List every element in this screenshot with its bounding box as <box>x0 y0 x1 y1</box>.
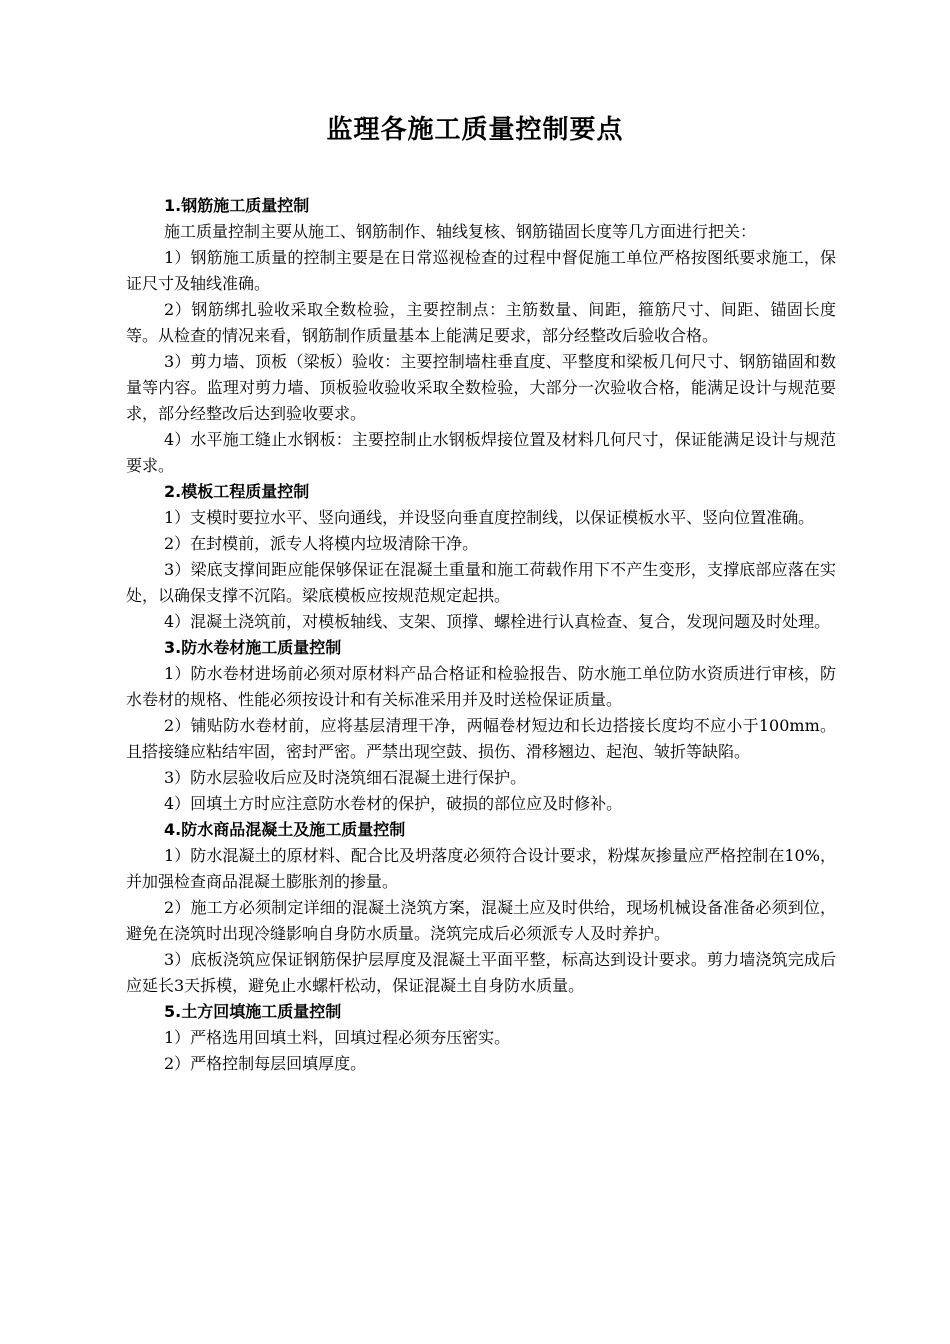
paragraph: 1）防水卷材进场前必须对原材料产品合格证和检验报告、防水施工单位防水资质进行审核，防水卷材的规格、性能必须按设计和有关标准采用并及时送检保证质量。 <box>126 664 836 709</box>
paragraph: 4）回填土方时应注意防水卷材的保护，破损的部位应及时修补。 <box>164 794 623 813</box>
paragraph: 3）剪力墙、顶板（梁板）验收：主要控制墙柱垂直度、平整度和梁板几何尺寸、钢筋锚固和数量等内容。监理对剪力墙、顶板验收验收采取全数检验，大部分一次验收合格，能满足设计与规范要求，部分经整改后达到验收要求。 <box>126 352 836 423</box>
section-heading: 1.钢筋施工质量控制 <box>164 196 310 215</box>
section-formwork <box>126 479 836 635</box>
paragraph: 4）混凝土浇筑前，对模板轴线、支架、顶撑、螺栓进行认真检查、复合，发现问题及时处理。 <box>164 612 831 631</box>
paragraph: 2）严格控制每层回填厚度。 <box>164 1054 367 1073</box>
section-rebar <box>126 193 836 479</box>
paragraph: 1）防水混凝土的原材料、配合比及坍落度必须符合设计要求，粉煤灰掺量应严格控制在10%，并加强检查商品混凝土膨胀剂的掺量。 <box>126 846 836 891</box>
paragraph: 2）在封模前，派专人将模内垃圾清除干净。 <box>164 534 479 553</box>
paragraph: 1）严格选用回填土料，回填过程必须夯压密实。 <box>164 1028 511 1047</box>
document-title: 监理各施工质量控制要点 <box>326 115 624 145</box>
paragraph: 2）施工方必须制定详细的混凝土浇筑方案，混凝土应及时供给，现场机械设备准备必须到位，避免在浇筑时出现冷缝影响自身防水质量。浇筑完成后必须派专人及时养护。 <box>126 898 836 943</box>
paragraph: 3）防水层验收后应及时浇筑细石混凝土进行保护。 <box>164 768 527 787</box>
section-waterproof-membrane <box>126 635 836 817</box>
paragraph: 1）支模时要拉水平、竖向通线，并设竖向垂直度控制线，以保证模板水平、竖向位置准确。 <box>164 508 815 527</box>
paragraph: 1）钢筋施工质量的控制主要是在日常巡视检查的过程中督促施工单位严格按图纸要求施工，保证尺寸及轴线准确。 <box>126 248 836 293</box>
paragraph: 2）铺贴防水卷材前，应将基层清理干净，两幅卷材短边和长边搭接长度均不应小于100mm。且搭接缝应粘结牢固，密封严密。严禁出现空鼓、损伤、滑移翘边、起泡、皱折等缺陷。 <box>126 716 836 761</box>
section-heading: 2.模板工程质量控制 <box>164 482 310 501</box>
section-waterproof-concrete <box>126 817 836 999</box>
section-heading: 4.防水商品混凝土及施工质量控制 <box>164 820 406 839</box>
paragraph: 施工质量控制主要从施工、钢筋制作、轴线复核、钢筋锚固长度等几方面进行把关： <box>164 222 757 241</box>
section-backfill <box>126 999 836 1077</box>
section-heading: 3.防水卷材施工质量控制 <box>164 638 342 657</box>
paragraph: 4）水平施工缝止水钢板：主要控制止水钢板焊接位置及材料几何尺寸，保证能满足设计与规范要求。 <box>126 430 836 475</box>
paragraph: 3）底板浇筑应保证钢筋保护层厚度及混凝土平面平整，标高达到设计要求。剪力墙浇筑完成后应延长3天拆模，避免止水螺杆松动，保证混凝土自身防水质量。 <box>126 950 836 995</box>
document-body <box>126 193 836 1077</box>
section-heading: 5.土方回填施工质量控制 <box>164 1002 342 1021</box>
paragraph: 2）钢筋绑扎验收采取全数检验，主要控制点：主筋数量、间距，箍筋尺寸、间距、锚固长度等。从检查的情况来看，钢筋制作质量基本上能满足要求，部分经整改后验收合格。 <box>126 300 836 345</box>
paragraph: 3）梁底支撑间距应能保够保证在混凝土重量和施工荷载作用下不产生变形，支撑底部应落在实处，以确保支撑不沉陷。梁底模板应按规范规定起拱。 <box>126 560 836 605</box>
